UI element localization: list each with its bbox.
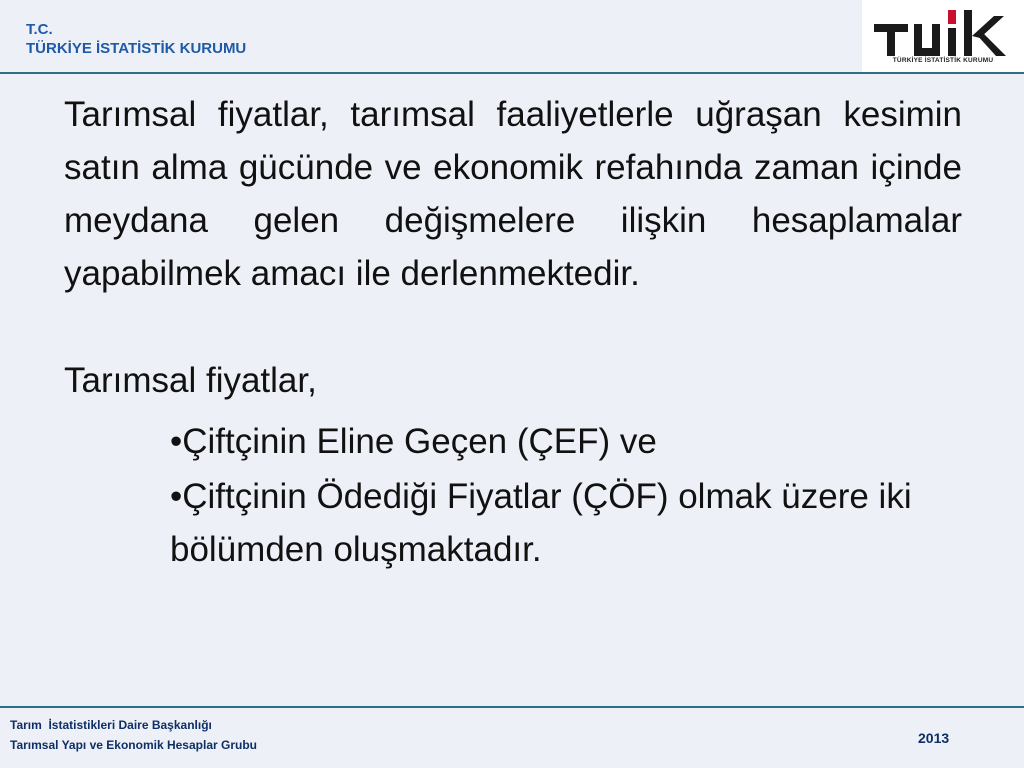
footer-line-group: Tarımsal Yapı ve Ekonomik Hesaplar Grubu <box>10 738 257 752</box>
logo-caption: TÜRKİYE İSTATİSTİK KURUMU <box>892 57 994 64</box>
header-divider <box>0 72 1024 74</box>
bullet-item-cef: •Çiftçinin Eline Geçen (ÇEF) ve <box>170 422 657 461</box>
tuik-logo-mark-icon <box>872 8 1014 56</box>
prices-heading: Tarımsal fiyatlar, <box>64 361 317 400</box>
footer-line-department: Tarım İstatistikleri Daire Başkanlığı <box>10 718 212 732</box>
org-line-tc: T.C. <box>26 21 53 38</box>
footer-year: 2013 <box>918 730 950 746</box>
footer-divider <box>0 706 1024 708</box>
org-line-turkstat: TÜRKİYE İSTATİSTİK KURUMU <box>26 40 247 57</box>
slide-header <box>0 0 1024 72</box>
footer-department <box>10 715 257 755</box>
bullet-item-cof: •Çiftçinin Ödediği Fiyatlar (ÇÖF) olmak üzere iki bölümden oluşmaktadır. <box>170 477 912 569</box>
tuik-logo <box>862 0 1024 72</box>
intro-paragraph: Tarımsal fiyatlar, tarımsal faaliyetlerle uğraşan kesimin satın alma gücünde ve ekonomik refahında zaman içinde meydana gelen değişmelere ilişkin hesaplamalar yapabilmek amacı ile derlenmektedir. <box>64 95 962 293</box>
slide-content <box>64 88 962 576</box>
organization-name <box>26 20 246 58</box>
